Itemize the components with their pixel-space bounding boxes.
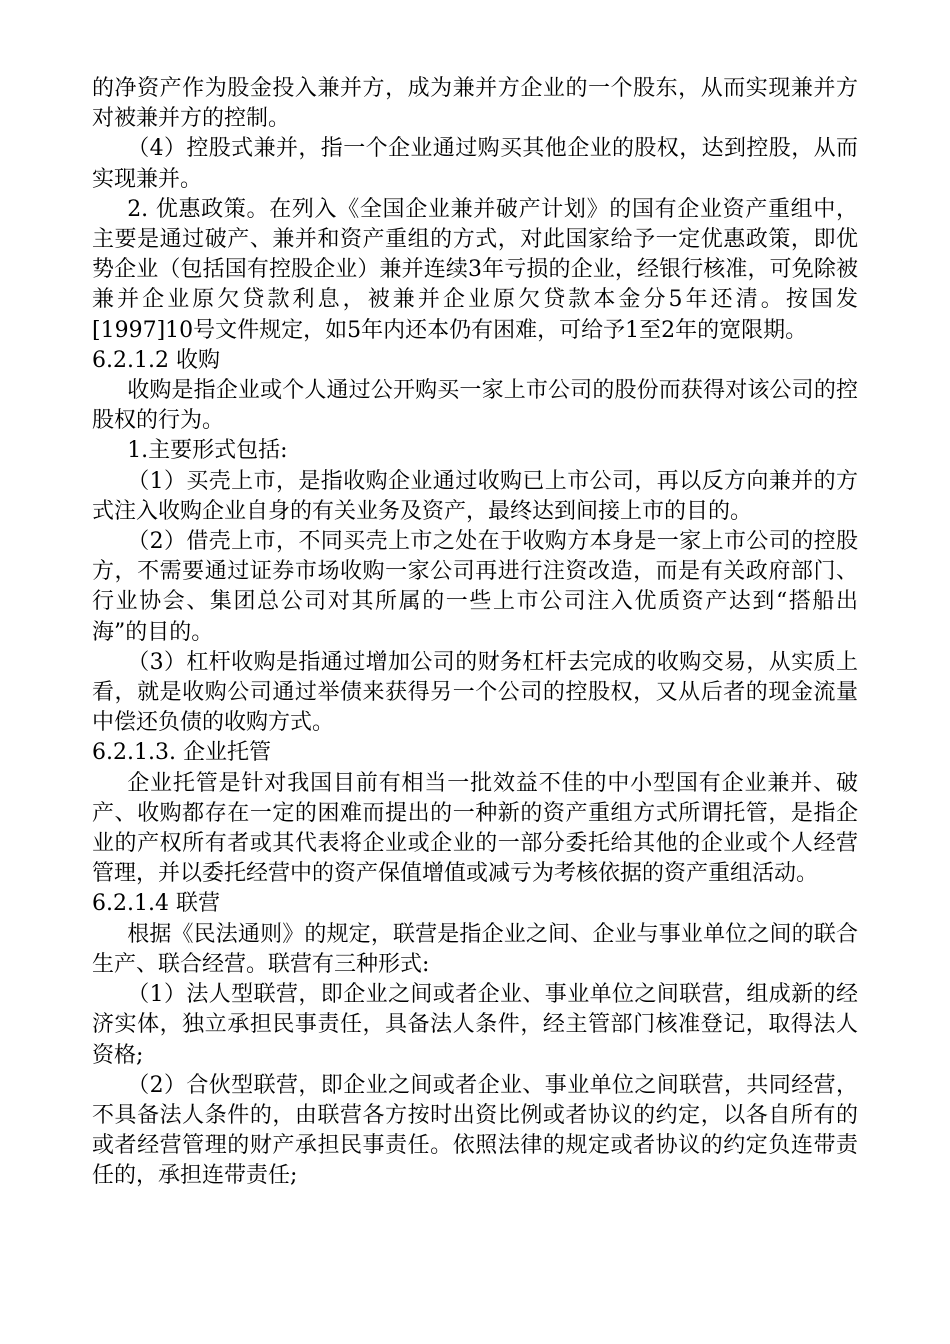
- section-heading-acquisition: 6.2.1.2 收购: [92, 347, 220, 373]
- paragraph-legal-person-joint-venture: （1）法人型联营，即企业之间或者企业、事业单位之间联营，组成新的经济实体，独立承担民事责任，具备法人条件，经主管部门核准登记，取得法人资格;: [92, 982, 858, 1068]
- section-heading-joint-venture: 6.2.1.4 联营: [92, 891, 220, 917]
- paragraph-acquisition-definition: 收购是指企业或个人通过公开购买一家上市公司的股份而获得对该公司的控股权的行为。: [92, 378, 858, 434]
- paragraph-holding-merger: （4）控股式兼并，指一个企业通过购买其他企业的股权，达到控股，从而实现兼并。: [92, 136, 858, 192]
- paragraph-backdoor-listing: （2）借壳上市，不同买壳上市之处在于收购方本身是一家上市公司的控股方，不需要通过证券市场收购一家公司再进行注资改造，而是有关政府部门、行业协会、集团总公司对其所属的一些上市公司注入优质资产达到“搭船出海”的目的。: [92, 529, 858, 645]
- paragraph-leveraged-buyout: （3）杠杆收购是指通过增加公司的财务杠杆去完成的收购交易，从实质上看，就是收购公司通过举债来获得另一个公司的控股权，又从后者的现金流量中偿还负债的收购方式。: [92, 649, 858, 736]
- paragraph-equity-investment: 的净资产作为股金投入兼并方，成为兼并方企业的一个股东，从而实现兼并方对被兼并方的控制。: [92, 76, 858, 132]
- paragraph-joint-venture-definition: 根据《民法通则》的规定，联营是指企业之间、企业与事业单位之间的联合生产、联合经营。联营有三种形式:: [92, 921, 858, 977]
- document-page: [92, 74, 858, 1192]
- paragraph-preferential-policy: 2. 优惠政策。在列入《全国企业兼并破产计划》的国有企业资产重组中，主要是通过破产、兼并和资产重组的方式，对此国家给予一定优惠政策，即优势企业（包括国有控股企业）兼并连续3年亏损的企业，经银行核准，可免除被兼并企业原欠贷款利息，被兼并企业原欠贷款本金分5年还清。按国发[1997]10号文件规定，如5年内还本仍有困难，可给予1至2年的宽限期。: [92, 196, 858, 343]
- paragraph-main-forms: 1.主要形式包括:: [127, 438, 288, 464]
- paragraph-partnership-joint-venture: （2）合伙型联营，即企业之间或者企业、事业单位之间联营，共同经营，不具备法人条件的，由联营各方按时出资比例或者协议的约定，以各自所有的或者经营管理的财产承担民事责任。依照法律的规定或者协议的约定负连带责任的，承担连带责任;: [92, 1072, 858, 1189]
- section-heading-trusteeship: 6.2.1.3. 企业托管: [92, 740, 271, 766]
- paragraph-trusteeship-definition: 企业托管是针对我国目前有相当一批效益不佳的中小型国有企业兼并、破产、收购都存在一定的困难而提出的一种新的资产重组方式所谓托管，是指企业的产权所有者或其代表将企业或企业的一部分委托给其他的企业或个人经营管理，并以委托经营中的资产保值增值或减亏为考核依据的资产重组活动。: [92, 770, 858, 887]
- paragraph-reverse-listing: （1）买壳上市，是指收购企业通过收购已上市公司，再以反方向兼并的方式注入收购企业自身的有关业务及资产，最终达到间接上市的目的。: [92, 468, 858, 524]
